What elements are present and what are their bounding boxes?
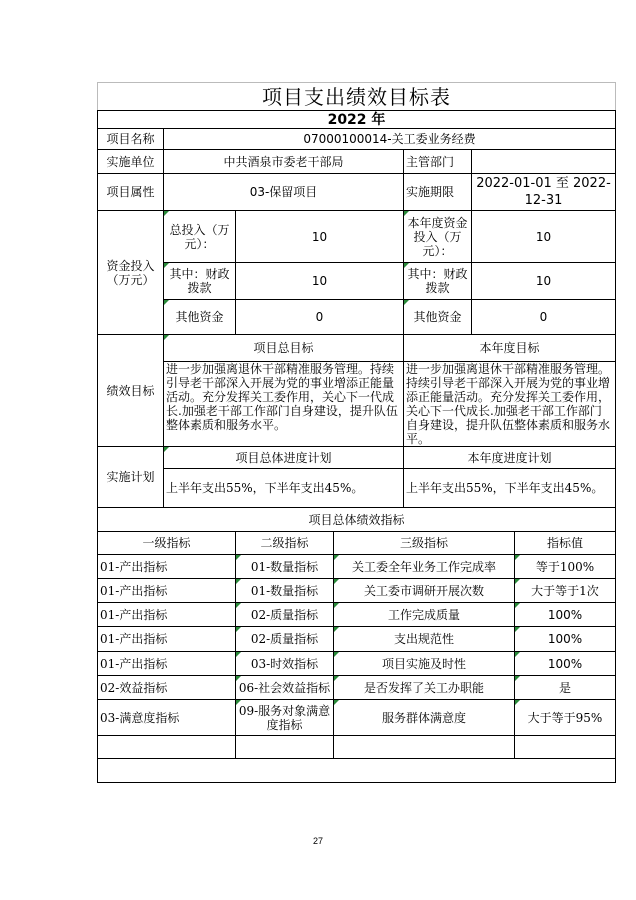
indicator-level1: 01-产出指标 <box>98 652 236 676</box>
project-name-value: 07000100014-关工委业务经费 <box>164 129 616 150</box>
empty-cell <box>98 736 236 759</box>
indicator-level1: 01-产出指标 <box>98 579 236 603</box>
indicator-level2: 01-数量指标 <box>236 579 334 603</box>
indicator-level1: 01-产出指标 <box>98 627 236 652</box>
year-other-funds-label: 其他资金 <box>404 300 472 335</box>
indicator-value: 大于等于1次 <box>515 579 616 603</box>
overall-goal-text: 进一步加强离退休干部精准服务管理。持续引导老干部深入开展为党的事业增添正能量活动。充分发挥关工委作用，关心下一代成长.加强老干部工作部门自身建设，提升队伍整体素质和服务水平。 <box>164 362 404 447</box>
indicator-level2: 09-服务对象满意度指标 <box>236 700 334 736</box>
empty-cell <box>98 759 616 783</box>
empty-cell <box>236 736 334 759</box>
unit-value: 中共酒泉市委老干部局 <box>164 150 404 174</box>
table-year: 2022 年 <box>98 111 616 129</box>
year-fiscal-value: 10 <box>472 263 616 300</box>
project-name-label: 项目名称 <box>98 129 164 150</box>
indicator-level1: 02-效益指标 <box>98 676 236 700</box>
indicator-level2: 02-质量指标 <box>236 627 334 652</box>
overall-goal-header: 项目总目标 <box>164 335 404 362</box>
attr-label: 项目属性 <box>98 174 164 211</box>
fiscal-value: 10 <box>236 263 404 300</box>
indicator-level3: 工作完成质量 <box>334 603 515 627</box>
dept-label: 主管部门 <box>404 150 472 174</box>
empty-row <box>98 736 616 759</box>
empty-cell <box>515 736 616 759</box>
indicator-value: 大于等于95% <box>515 700 616 736</box>
indicator-level3: 是否发挥了关工办职能 <box>334 676 515 700</box>
period-value: 2022-01-01 至 2022-12-31 <box>472 174 616 211</box>
indicator-level2: 06-社会效益指标 <box>236 676 334 700</box>
indicator-row <box>98 579 616 603</box>
indicator-value: 100% <box>515 627 616 652</box>
year-goal-header: 本年度目标 <box>404 335 616 362</box>
year-plan-text: 上半年支出55%，下半年支出45%。 <box>404 469 616 508</box>
year-plan-header: 本年度进度计划 <box>404 447 616 469</box>
indicator-row <box>98 627 616 652</box>
indicator-row <box>98 676 616 700</box>
overall-plan-header: 项目总体进度计划 <box>164 447 404 469</box>
empty-cell <box>334 736 515 759</box>
indicator-level2: 02-质量指标 <box>236 603 334 627</box>
plan-label: 实施计划 <box>98 447 164 508</box>
indicator-level2: 01-数量指标 <box>236 555 334 579</box>
goals-label: 绩效目标 <box>98 335 164 447</box>
other-funds-label: 其他资金 <box>164 300 236 335</box>
indicator-level2: 03-时效指标 <box>236 652 334 676</box>
fiscal-label: 其中：财政拨款 <box>164 263 236 300</box>
indicator-value: 是 <box>515 676 616 700</box>
year-invest-value: 10 <box>472 211 616 263</box>
indicator-row <box>98 603 616 627</box>
year-fiscal-label: 其中：财政拨款 <box>404 263 472 300</box>
indicator-header-level1: 一级指标 <box>98 532 236 555</box>
indicator-level3: 项目实施及时性 <box>334 652 515 676</box>
indicator-row <box>98 700 616 736</box>
indicator-header-value: 指标值 <box>515 532 616 555</box>
indicator-level3: 支出规范性 <box>334 627 515 652</box>
indicator-row <box>98 555 616 579</box>
attr-value: 03-保留项目 <box>164 174 404 211</box>
page-number: 27 <box>312 836 323 846</box>
table-title: 项目支出绩效目标表 <box>98 83 616 111</box>
indicator-value: 等于100% <box>515 555 616 579</box>
year-goal-text: 进一步加强离退休干部精准服务管理。持续引导老干部深入开展为党的事业增添正能量活动。充分发挥关工委作用，关心下一代成长.加强老干部工作部门自身建设，提升队伍整体素质和服务水平。 <box>404 362 616 447</box>
total-invest-label: 总投入（万元）： <box>164 211 236 263</box>
indicators-section-title: 项目总体绩效指标 <box>98 508 616 532</box>
unit-label: 实施单位 <box>98 150 164 174</box>
indicator-row <box>98 652 616 676</box>
period-label: 实施期限 <box>404 174 472 211</box>
indicator-level3: 关工委全年业务工作完成率 <box>334 555 515 579</box>
indicator-value: 100% <box>515 603 616 627</box>
form-table <box>97 82 616 783</box>
indicator-level1: 01-产出指标 <box>98 555 236 579</box>
other-funds-value: 0 <box>236 300 404 335</box>
year-invest-label: 本年度资金投入（万元）： <box>404 211 472 263</box>
empty-row <box>98 759 616 783</box>
indicator-header-level3: 三级指标 <box>334 532 515 555</box>
indicator-level1: 03-满意度指标 <box>98 700 236 736</box>
indicator-value: 100% <box>515 652 616 676</box>
indicator-level1: 01-产出指标 <box>98 603 236 627</box>
indicator-level3: 关工委市调研开展次数 <box>334 579 515 603</box>
overall-plan-text: 上半年支出55%，下半年支出45%。 <box>164 469 404 508</box>
total-invest-value: 10 <box>236 211 404 263</box>
indicator-header-level2: 二级指标 <box>236 532 334 555</box>
indicator-level3: 服务群体满意度 <box>334 700 515 736</box>
performance-target-table <box>97 82 615 783</box>
year-other-funds-value: 0 <box>472 300 616 335</box>
dept-value <box>472 150 616 174</box>
funds-label: 资金投入（万元） <box>98 211 164 335</box>
